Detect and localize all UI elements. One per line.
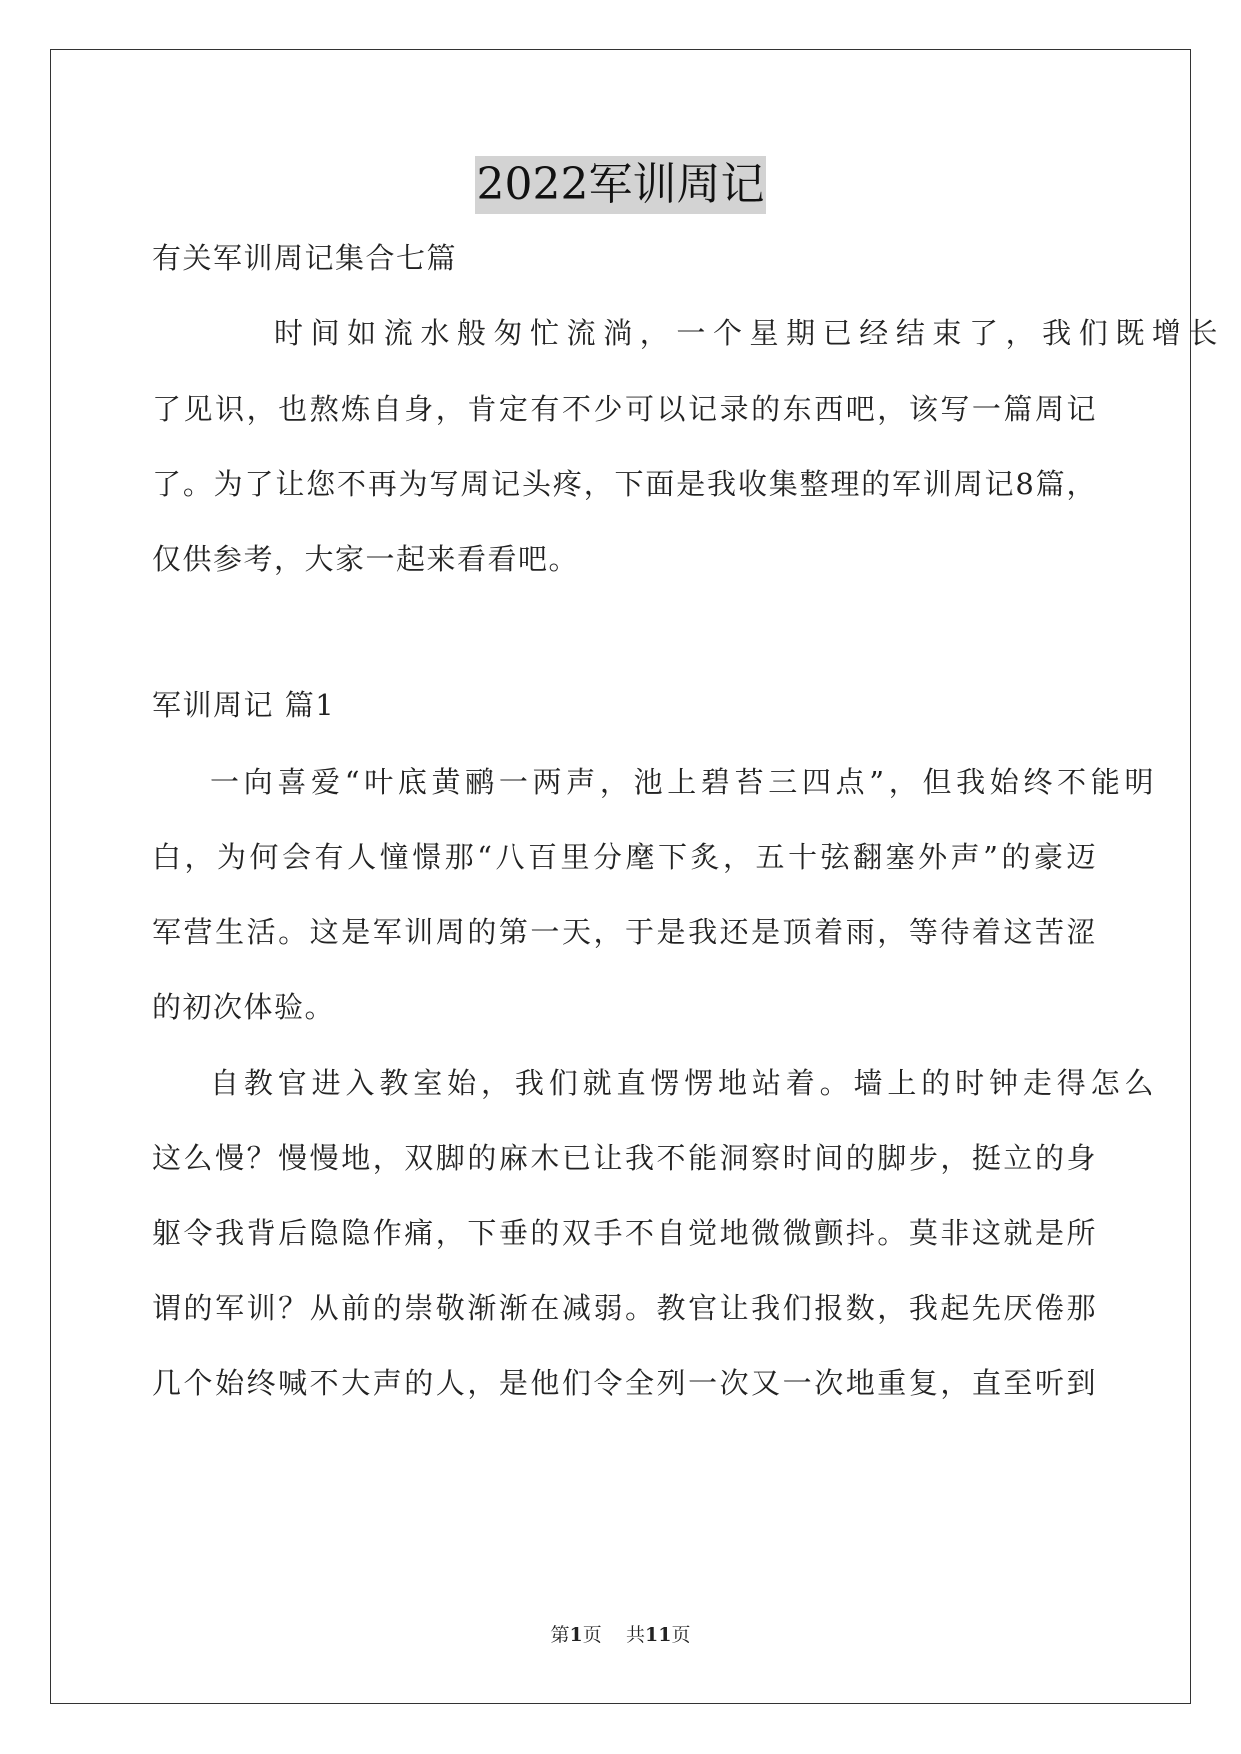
page-footer [0,1622,1241,1648]
para1-line-3: 军营生活。这是军训周的第一天，于是我还是顶着雨，等待着这苦涩 [152,915,1097,949]
footer-page-number: 1 [569,1624,583,1646]
document-title: 2022军训周记 [475,156,767,214]
para2-line-5: 几个始终喊不大声的人，是他们令全列一次又一次地重复，直至听到 [152,1366,1097,1400]
para1-line-2: 白，为何会有人憧憬那“八百里分麾下炙，五十弦翻塞外声”的豪迈 [152,840,1097,874]
intro-line-2: 了见识，也熬炼自身，肯定有不少可以记录的东西吧，该写一篇周记 [152,392,1097,426]
footer-total-prefix: 共 [625,1624,645,1646]
para1-line-4: 的初次体验。 [152,990,336,1024]
para2-line-1: 自教官进入教室始，我们就直愣愣地站着。墙上的时钟走得怎么 [210,1066,1155,1100]
intro-line-3: 了。为了让您不再为写周记头疼，下面是我收集整理的军训周记8篇， [152,467,1097,501]
document-subtitle: 有关军训周记集合七篇 [152,241,458,275]
footer-page-suffix: 页 [582,1624,602,1646]
footer-page-prefix: 第 [550,1624,570,1646]
intro-line-1: 时间如流水般匆忙流淌，一个星期已经结束了，我们既增长 [274,316,1219,350]
section-heading: 军训周记 篇1 [152,688,336,722]
para1-line-1: 一向喜爱“叶底黄鹂一两声，池上碧苔三四点”，但我始终不能明 [210,765,1155,799]
title-container [0,156,1241,214]
footer-total-suffix: 页 [671,1624,691,1646]
footer-total-pages: 11 [644,1624,672,1646]
para2-line-2: 这么慢？慢慢地，双脚的麻木已让我不能洞察时间的脚步，挺立的身 [152,1141,1097,1175]
intro-line-4: 仅供参考，大家一起来看看吧。 [152,542,580,576]
para2-line-3: 躯令我背后隐隐作痛，下垂的双手不自觉地微微颤抖。莫非这就是所 [152,1216,1097,1250]
para2-line-4: 谓的军训？从前的崇敬渐渐在减弱。教官让我们报数，我起先厌倦那 [152,1291,1097,1325]
